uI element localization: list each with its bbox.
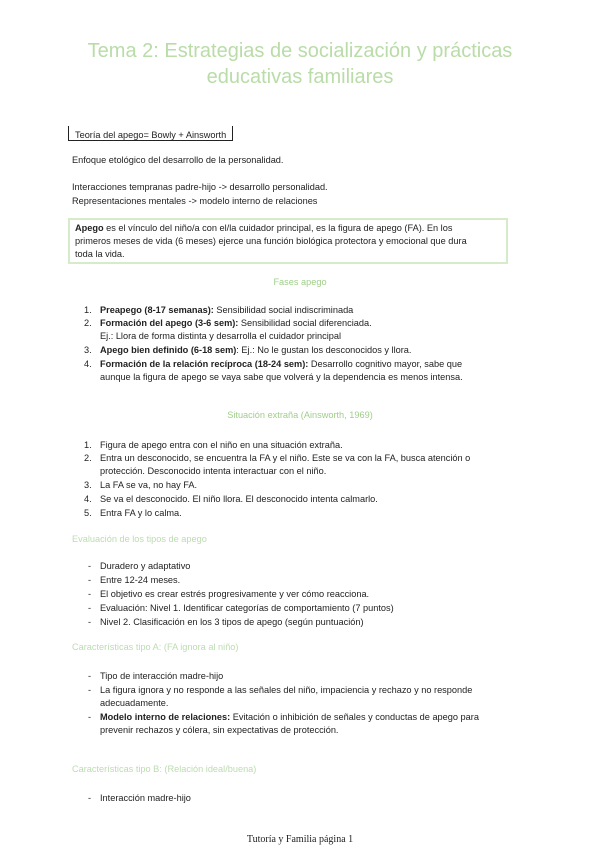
tipo-a-item-3-cont: prevenir rechazos y cólera, sin expectativas de protección. xyxy=(100,725,339,735)
apego-text-1: es el vínculo del niño/a con el/la cuidador principal, es la figura de apego (FA). En los xyxy=(103,223,453,233)
dash-bullet: - xyxy=(88,617,92,627)
dash-bullet: - xyxy=(88,671,92,681)
tipo-a-list xyxy=(88,670,528,740)
tipo-b-heading: Características tipo B: (Relación ideal/buena) xyxy=(72,764,257,774)
situacion-item-4: Se va el desconocido. El niño llora. El desconocido intenta calmarlo. xyxy=(100,494,378,504)
apego-bold: Apego xyxy=(75,223,104,233)
fases-heading: Fases apego xyxy=(273,277,327,287)
page-title: Tema 2: Estrategias de socialización y prácticas educativas familiares xyxy=(87,40,513,88)
apego-text-2: primeros meses de vida (6 meses) ejerce una función biológica protectora y emocional que dura xyxy=(75,236,467,246)
line-representaciones: Representaciones mentales -> modelo interno de relaciones xyxy=(72,196,318,206)
page-footer: Tutoría y Familia página 1 xyxy=(246,834,354,845)
evaluacion-list xyxy=(88,560,528,632)
fases-num: 3. xyxy=(84,345,92,355)
situacion-list xyxy=(84,439,524,523)
situacion-num: 5. xyxy=(84,508,92,518)
apego-definition-box xyxy=(68,218,508,264)
evaluacion-item: Nivel 2. Clasificación en los 3 tipos de apego (según puntuación) xyxy=(100,617,364,627)
dash-bullet: - xyxy=(88,793,92,803)
fases-item-text: Desarrollo cognitivo mayor, sabe que xyxy=(308,359,463,369)
tipo-a-item-1: Tipo de interacción madre-hijo xyxy=(100,671,224,681)
dash-bullet: - xyxy=(88,575,92,585)
situacion-item-5: Entra FA y lo calma. xyxy=(100,508,182,518)
evaluacion-item: Evaluación: Nivel 1. Identificar categorías de comportamiento (7 puntos) xyxy=(100,603,394,613)
theory-label-box xyxy=(68,126,233,141)
fases-item-3 xyxy=(100,344,411,357)
tipo-b-item-1: Interacción madre-hijo xyxy=(100,793,191,803)
tipo-a-heading: Características tipo A: (FA ignora al niño) xyxy=(72,642,239,652)
situacion-item-1: Figura de apego entra con el niño en una situación extraña. xyxy=(100,440,343,450)
tipo-b-list xyxy=(88,792,528,806)
fases-item-text: Sensibilidad social diferenciada. xyxy=(238,318,372,328)
situacion-item-2: Entra un desconocido, se encuentra la FA y el niño. Este se va con la FA, busca atención o xyxy=(100,453,471,463)
fases-item-text: Sensibilidad social indiscriminada xyxy=(213,305,354,315)
tipo-a-item-3-bold: Modelo interno de relaciones: xyxy=(100,712,231,722)
fases-list xyxy=(84,304,524,388)
dash-bullet: - xyxy=(88,561,92,571)
fases-item-4 xyxy=(100,358,462,371)
tipo-a-item-3-text: Evitación o inhibición de señales y conductas de apego para xyxy=(230,712,479,722)
fases-num: 4. xyxy=(84,359,92,369)
situacion-item-3: La FA se va, no hay FA. xyxy=(100,480,198,490)
fases-item-4-cont: aunque la figura de apego se vaya sabe que volverá y la dependencia es menos intensa. xyxy=(100,372,463,382)
fases-item-bold: Formación del apego (3-6 sem): xyxy=(100,318,239,328)
evaluacion-item: Entre 12-24 meses. xyxy=(100,575,181,585)
fases-item-bold: Formación de la relación recíproca (18-24 sem): xyxy=(100,359,309,369)
evaluacion-heading: Evaluación de los tipos de apego xyxy=(72,534,207,544)
theory-label: Teoría del apego= Bowly + Ainsworth xyxy=(75,130,227,140)
tipo-a-item-3 xyxy=(100,711,479,724)
situacion-num: 2. xyxy=(84,453,92,463)
situacion-item-2-cont: protección. Desconocido intenta interactuar con el niño. xyxy=(100,466,327,476)
dash-bullet: - xyxy=(88,589,92,599)
situacion-num: 3. xyxy=(84,480,92,490)
fases-item-bold: Apego bien definido (6-18 sem) xyxy=(100,345,237,355)
evaluacion-item: Duradero y adaptativo xyxy=(100,561,191,571)
dash-bullet: - xyxy=(88,685,92,695)
line-interacciones: Interacciones tempranas padre-hijo -> desarrollo personalidad. xyxy=(72,182,328,192)
fases-item-bold: Preapego (8-17 semanas): xyxy=(100,305,214,315)
dash-bullet: - xyxy=(88,712,92,722)
tipo-a-item-2-cont: adecuadamente. xyxy=(100,698,169,708)
tipo-a-item-2: La figura ignora y no responde a las señales del niño, impaciencia y rechazo y no responde xyxy=(100,685,473,695)
fases-item-1 xyxy=(100,304,353,317)
line-enfoque: Enfoque etológico del desarrollo de la personalidad. xyxy=(72,155,284,165)
dash-bullet: - xyxy=(88,603,92,613)
situacion-num: 1. xyxy=(84,440,92,450)
fases-item-text: : Ej.: No le gustan los desconocidos y llora. xyxy=(236,345,412,355)
situacion-num: 4. xyxy=(84,494,92,504)
fases-item-2-example: Ej.: Llora de forma distinta y desarrolla el cuidador principal xyxy=(100,331,342,341)
fases-item-2 xyxy=(100,317,372,330)
apego-text-3: toda la vida. xyxy=(75,249,125,259)
fases-num: 1. xyxy=(84,305,92,315)
fases-num: 2. xyxy=(84,318,92,328)
evaluacion-item: El objetivo es crear estrés progresivamente y ver cómo reacciona. xyxy=(100,589,370,599)
situacion-heading: Situación extraña (Ainsworth, 1969) xyxy=(227,410,373,420)
